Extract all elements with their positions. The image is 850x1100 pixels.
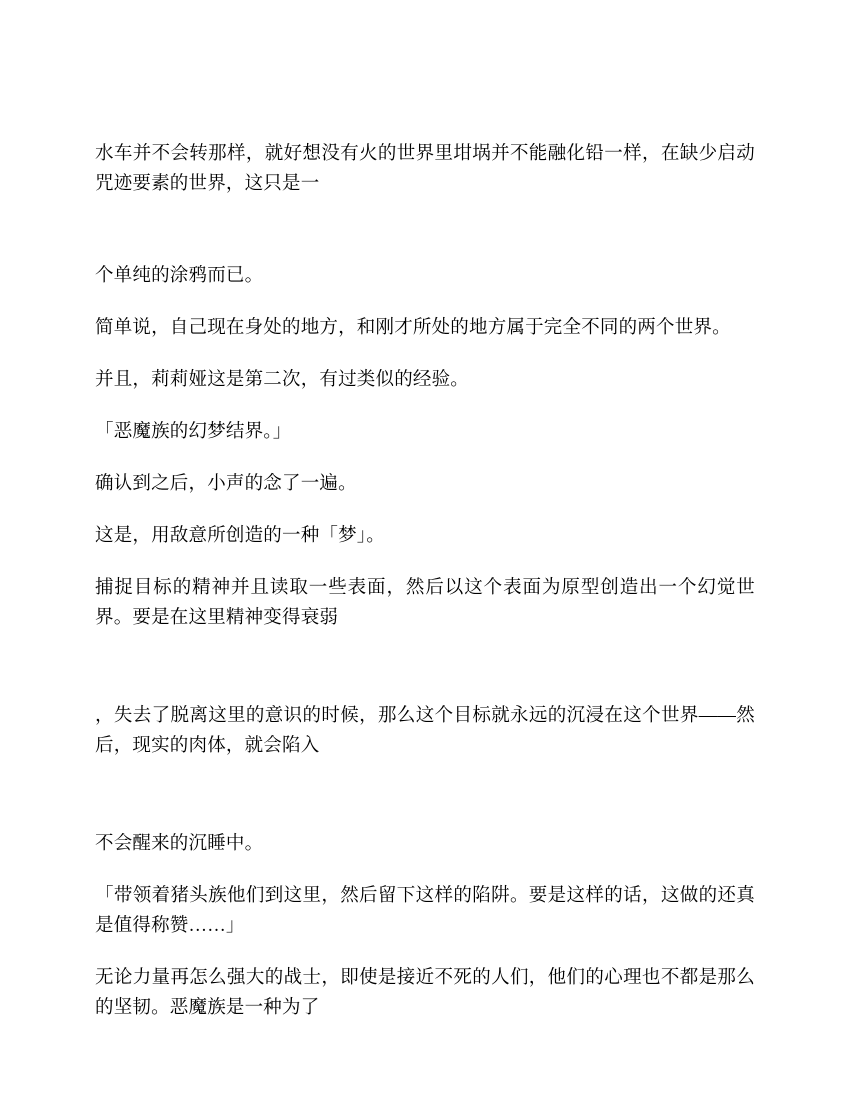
paragraph: 确认到之后，小声的念了一遍。 xyxy=(95,473,357,494)
paragraph: 不会醒来的沉睡中。 xyxy=(95,833,264,854)
document-body xyxy=(95,140,755,1023)
paragraph: 捕捉目标的精神并且读取一些表面，然后以这个表面为原型创造出一个幻觉世界。要是在这里精神变得衰弱 xyxy=(95,577,755,628)
paragraph: 「带领着猪头族他们到这里，然后留下这样的陷阱。要是这样的话，这做的还真是值得称赞……」 xyxy=(95,885,755,936)
paragraph: 「恶魔族的幻梦结界。」 xyxy=(95,421,292,442)
paragraph: 这是，用敌意所创造的一种「梦」。 xyxy=(95,525,385,546)
paragraph: 并且，莉莉娅这是第二次，有过类似的经验。 xyxy=(95,369,470,390)
paragraph: 个单纯的涂鸦而已。 xyxy=(95,265,264,286)
paragraph: 无论力量再怎么强大的战士，即使是接近不死的人们，他们的心理也不都是那么的坚韧。恶魔族是一种为了 xyxy=(95,967,755,1018)
paragraph: ，失去了脱离这里的意识的时候，那么这个目标就永远的沉浸在这个世界——然后，现实的肉体，就会陷入 xyxy=(95,705,755,756)
paragraph: 简单说，自己现在身处的地方，和刚才所处的地方属于完全不同的两个世界。 xyxy=(95,317,731,338)
paragraph: 水车并不会转那样，就好想没有火的世界里坩埚并不能融化铅一样，在缺少启动咒迹要素的世界，这只是一 xyxy=(95,144,755,194)
